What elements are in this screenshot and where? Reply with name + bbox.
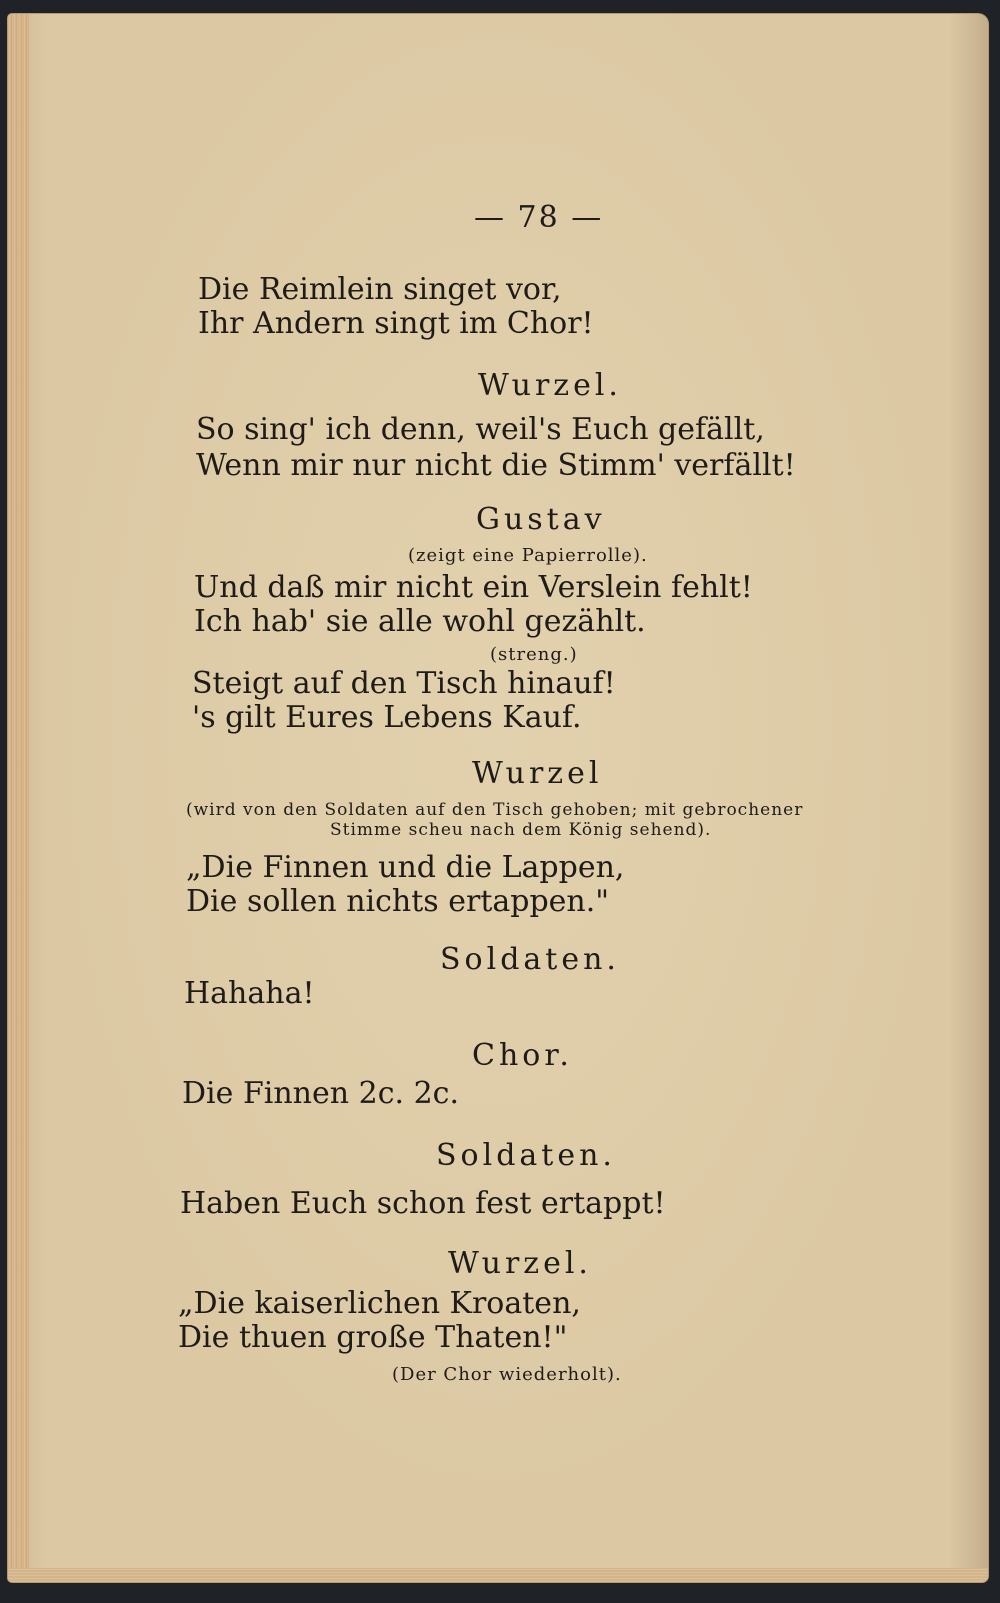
stage-direction: (zeigt eine Papierrolle). bbox=[408, 545, 648, 566]
speaker-name: Soldaten. bbox=[440, 942, 620, 977]
verse-line: Die Finnen 2c. 2c. bbox=[182, 1076, 459, 1111]
verse-line: Die Reimlein singet vor, bbox=[198, 272, 562, 307]
speaker-name: Wurzel. bbox=[478, 368, 622, 403]
page-edge-bottom bbox=[8, 1568, 988, 1582]
speaker-name: Chor. bbox=[472, 1038, 573, 1073]
verse-line: Die sollen nichts ertappen." bbox=[186, 884, 610, 919]
verse-line: „Die Finnen und die Lappen, bbox=[186, 850, 625, 885]
page-edge-left bbox=[8, 14, 30, 1582]
page-number: — 78 — bbox=[474, 200, 604, 235]
verse-line: Ich hab' sie alle wohl gezählt. bbox=[194, 604, 646, 639]
verse-line: Ihr Andern singt im Chor! bbox=[198, 306, 594, 341]
verse-line: 's gilt Eures Lebens Kauf. bbox=[192, 700, 582, 735]
verse-line: Steigt auf den Tisch hinauf! bbox=[192, 666, 616, 701]
stage-direction: (Der Chor wiederholt). bbox=[392, 1364, 622, 1385]
speaker-name: Gustav bbox=[476, 502, 606, 537]
verse-line: Wenn mir nur nicht die Stimm' verfällt! bbox=[196, 448, 796, 483]
stage-direction: (streng.) bbox=[490, 644, 578, 665]
verse-line: Hahaha! bbox=[184, 976, 315, 1011]
verse-line: Und daß mir nicht ein Verslein fehlt! bbox=[194, 570, 753, 605]
speaker-name: Wurzel. bbox=[448, 1246, 592, 1281]
speaker-name: Wurzel bbox=[472, 756, 603, 791]
stage-direction: Stimme scheu nach dem König sehend). bbox=[330, 820, 712, 840]
verse-line: Die thuen große Thaten!" bbox=[178, 1320, 568, 1355]
stage-direction: (wird von den Soldaten auf den Tisch gehoben; mit gebrochener bbox=[186, 800, 804, 820]
verse-line: „Die kaiserlichen Kroaten, bbox=[178, 1286, 581, 1321]
book-page bbox=[8, 14, 988, 1582]
speaker-name: Soldaten. bbox=[436, 1138, 616, 1173]
verse-line: So sing' ich denn, weil's Euch gefällt, bbox=[196, 412, 765, 447]
verse-line: Haben Euch schon fest ertappt! bbox=[180, 1186, 666, 1221]
